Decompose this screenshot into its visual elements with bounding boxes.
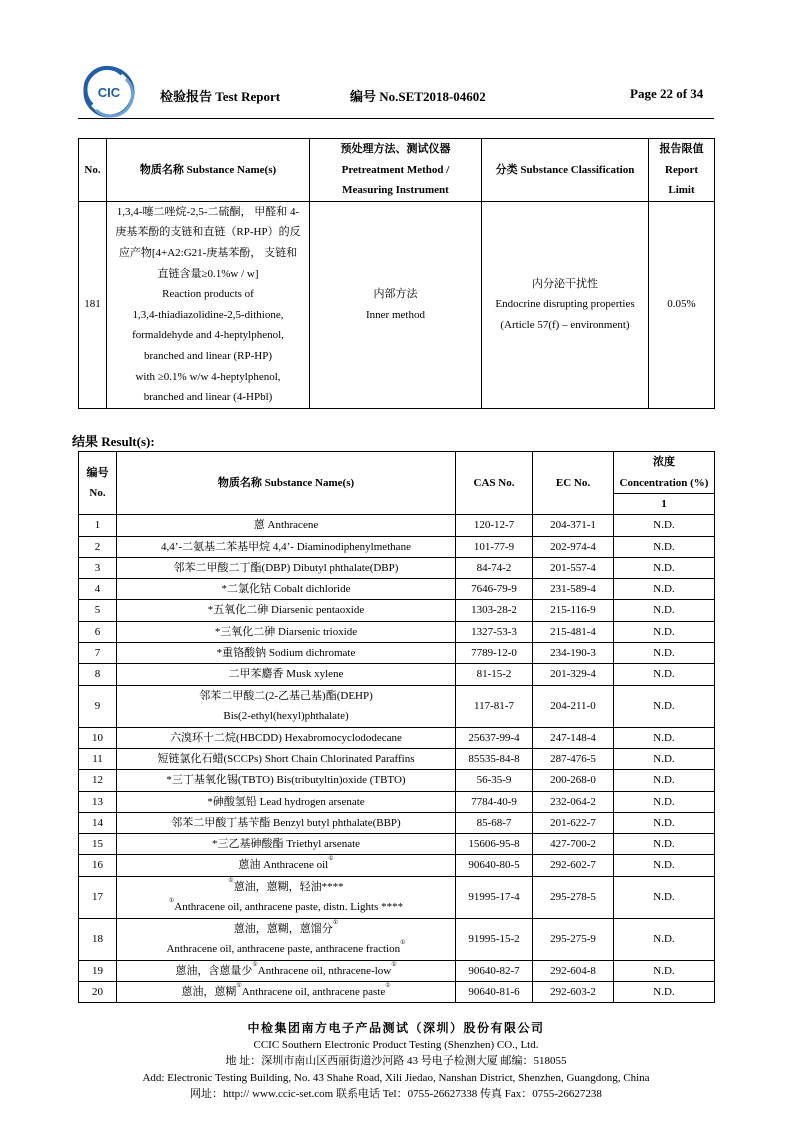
report-title: 检验报告 Test Report — [160, 89, 281, 104]
cell-substance: 邻苯二甲酸二丁酯(DBP) Dibutyl phthalate(DBP) — [117, 557, 456, 578]
results-table — [78, 451, 715, 1003]
cell-cas: 85535-84-8 — [456, 748, 533, 769]
cell-no: 7 — [79, 643, 117, 664]
cell-result: N.D. — [614, 748, 715, 769]
cell-substance: 六溴环十二烷(HBCDD) Hexabromocyclododecane — [117, 727, 456, 748]
cell-ec: 292-604-8 — [533, 960, 614, 981]
table-row — [79, 664, 715, 685]
cell-ec: 201-557-4 — [533, 557, 614, 578]
cell-cas: 90640-82-7 — [456, 960, 533, 981]
cell-result: N.D. — [614, 982, 715, 1003]
cell-substance: 二甲苯麝香 Musk xylene — [117, 664, 456, 685]
cell-substance: *三丁基氧化锡(TBTO) Bis(tributyltin)oxide (TBTO) — [117, 770, 456, 791]
cell-no: 12 — [79, 770, 117, 791]
cell-result: N.D. — [614, 515, 715, 536]
table-row — [79, 515, 715, 536]
footer-company-en: CCIC Southern Electronic Product Testing (Shenzhen) CO., Ltd. — [253, 1038, 539, 1051]
cell-no: 20 — [79, 982, 117, 1003]
footer-address-en: Add: Electronic Testing Building, No. 43 Shahe Road, Xili Jiedao, Nanshan District, Shenzhen, Guangdong, China — [142, 1071, 650, 1084]
cell-ec: 204-211-0 — [533, 685, 614, 727]
cell-ec: 204-371-1 — [533, 515, 614, 536]
col-header-substance: 物质名称 Substance Name(s) — [117, 452, 456, 515]
cell-ec: 247-148-4 — [533, 727, 614, 748]
cell-result: N.D. — [614, 791, 715, 812]
cell-no: 15 — [79, 834, 117, 855]
table-header-row — [79, 139, 715, 202]
footer-company-cn: 中检集团南方电子产品测试（深圳）股份有限公司 — [247, 1021, 545, 1035]
cell-no: 5 — [79, 600, 117, 621]
cell-no: 4 — [79, 579, 117, 600]
cell-ec: 427-700-2 — [533, 834, 614, 855]
cell-ec: 215-481-4 — [533, 621, 614, 642]
table-row — [79, 876, 715, 918]
cell-substance: 4,4’-二氨基二苯基甲烷 4,4’- Diaminodiphenylmethane — [117, 536, 456, 557]
cell-result: N.D. — [614, 855, 715, 876]
cell-cas: 91995-15-2 — [456, 918, 533, 960]
cell-cas: 84-74-2 — [456, 557, 533, 578]
cell-no: 13 — [79, 791, 117, 812]
cell-cas: 7646-79-9 — [456, 579, 533, 600]
table-row — [79, 621, 715, 642]
cell-cas: 1303-28-2 — [456, 600, 533, 621]
cell-substance: *二氯化钴 Cobalt dichloride — [117, 579, 456, 600]
table-row — [79, 982, 715, 1003]
cell-ec: 200-268-0 — [533, 770, 614, 791]
col-header-ec: EC No. — [533, 452, 614, 515]
cell-substance: 蒽油，含蒽量少①Anthracene oil, nthracene-low① — [117, 960, 456, 981]
cell-cas: 81-15-2 — [456, 664, 533, 685]
cell-no: 8 — [79, 664, 117, 685]
cell-result: N.D. — [614, 770, 715, 791]
table-row — [79, 770, 715, 791]
row-method: 内部方法 Inner method — [310, 201, 482, 408]
table-row — [79, 579, 715, 600]
col-header-no: 编号 No. — [79, 452, 117, 515]
cell-no: 3 — [79, 557, 117, 578]
cell-ec: 201-622-7 — [533, 812, 614, 833]
cell-substance: *五氧化二砷 Diarsenic pentaoxide — [117, 600, 456, 621]
cell-no: 16 — [79, 855, 117, 876]
cell-ec: 202-974-4 — [533, 536, 614, 557]
cell-substance: ①蒽油，蒽糊，轻油**** ①Anthracene oil, anthracene paste, distn. Lights **** — [117, 876, 456, 918]
report-number: 编号 No.SET2018-04602 — [350, 89, 486, 104]
page-number: Page 22 of 34 — [630, 86, 704, 101]
cell-substance: 邻苯二甲酸二(2-乙基己基)酯(DEHP) Bis(2-ethyl(hexyl)phthalate) — [117, 685, 456, 727]
col-header-classification: 分类 Substance Classification — [482, 139, 649, 202]
cell-no: 10 — [79, 727, 117, 748]
cell-cas: 1327-53-3 — [456, 621, 533, 642]
table-row — [79, 834, 715, 855]
row-no: 181 — [79, 201, 107, 408]
cell-cas: 91995-17-4 — [456, 876, 533, 918]
cell-ec: 295-278-5 — [533, 876, 614, 918]
cell-ec: 231-589-4 — [533, 579, 614, 600]
cell-substance: 短链氯化石蜡(SCCPs) Short Chain Chlorinated Paraffins — [117, 748, 456, 769]
row-limit: 0.05% — [649, 201, 715, 408]
cell-result: N.D. — [614, 643, 715, 664]
cell-result: N.D. — [614, 664, 715, 685]
cell-no: 19 — [79, 960, 117, 981]
cell-cas: 15606-95-8 — [456, 834, 533, 855]
cell-substance: *重铬酸钠 Sodium dichromate — [117, 643, 456, 664]
cell-substance: *三乙基砷酸酯 Triethyl arsenate — [117, 834, 456, 855]
cell-ec: 292-603-2 — [533, 982, 614, 1003]
cell-cas: 56-35-9 — [456, 770, 533, 791]
table-row — [79, 643, 715, 664]
cell-substance: 蒽油 Anthracene oil① — [117, 855, 456, 876]
table-row — [79, 812, 715, 833]
table-row — [79, 685, 715, 727]
cell-result: N.D. — [614, 536, 715, 557]
table-header-row — [79, 452, 715, 494]
col-header-method: 预处理方法、测试仪器 Pretreatment Method / Measuring Instrument — [310, 139, 482, 202]
cell-no: 2 — [79, 536, 117, 557]
cell-substance: 邻苯二甲酸丁基苄酯 Benzyl butyl phthalate(BBP) — [117, 812, 456, 833]
cell-substance: 蒽油，蒽糊，蒽馏分① Anthracene oil, anthracene paste, anthracene fraction① — [117, 918, 456, 960]
cell-ec: 215-116-9 — [533, 600, 614, 621]
table-row — [79, 918, 715, 960]
table-row — [79, 748, 715, 769]
cell-result: N.D. — [614, 960, 715, 981]
col-header-cas: CAS No. — [456, 452, 533, 515]
table-row — [79, 600, 715, 621]
cell-ec: 295-275-9 — [533, 918, 614, 960]
cell-no: 18 — [79, 918, 117, 960]
table-row — [79, 727, 715, 748]
cell-substance: 蒽油，蒽糊①Anthracene oil, anthracene paste① — [117, 982, 456, 1003]
cell-no: 6 — [79, 621, 117, 642]
cell-result: N.D. — [614, 918, 715, 960]
footer-contact: 网址：http:// www.ccic-set.com 联系电话 Tel：0755-26627338 传真 Fax：0755-26627238 — [190, 1088, 602, 1100]
cell-result: N.D. — [614, 621, 715, 642]
cell-cas: 90640-81-6 — [456, 982, 533, 1003]
header-divider — [78, 118, 714, 119]
footer-address-cn: 地 址：深圳市南山区西丽街道沙河路 43 号电子检测大厦 邮编：518055 — [225, 1055, 567, 1067]
cell-cas: 7789-12-0 — [456, 643, 533, 664]
table-row — [79, 536, 715, 557]
ccic-logo — [82, 65, 136, 119]
cell-no: 14 — [79, 812, 117, 833]
col-header-substance: 物质名称 Substance Name(s) — [107, 139, 310, 202]
table-row — [79, 855, 715, 876]
cell-ec: 292-602-7 — [533, 855, 614, 876]
col-header-concentration: 浓度 Concentration (%) — [614, 452, 715, 494]
cell-ec: 201-329-4 — [533, 664, 614, 685]
cell-cas: 101-77-9 — [456, 536, 533, 557]
svg-text:CIC: CIC — [97, 85, 121, 100]
cell-ec: 287-476-5 — [533, 748, 614, 769]
cell-result: N.D. — [614, 600, 715, 621]
table-row — [79, 960, 715, 981]
results-heading: 结果 Result(s): — [72, 434, 155, 449]
cell-no: 11 — [79, 748, 117, 769]
cell-cas: 25637-99-4 — [456, 727, 533, 748]
cell-result: N.D. — [614, 727, 715, 748]
cell-cas: 7784-40-9 — [456, 791, 533, 812]
row-substance: 1,3,4-噻二唑烷-2,5-二硫酮， 甲醛和 4- 庚基苯酚的支链和直链（RP-HP）的反 应产物[4+A2:G21-庚基苯酚， 支链和 直链含量≥0.1%w / w] Reaction products of 1,3,4-thiadiazolidine-2,5-dithione, formaldehyde and 4-heptylphenol, branched and linear (RP-HP) with ≥0.1% w/w 4-heptylphenol, branched and linear (4-HPbl) — [107, 201, 310, 408]
cell-cas: 90640-80-5 — [456, 855, 533, 876]
cell-substance: *三氧化二砷 Diarsenic trioxide — [117, 621, 456, 642]
row-classification: 内分泌干扰性 Endocrine disrupting properties (Article 57(f) – environment) — [482, 201, 649, 408]
cell-result: N.D. — [614, 812, 715, 833]
cell-no: 17 — [79, 876, 117, 918]
substance-info-table — [78, 138, 715, 409]
cell-result: N.D. — [614, 685, 715, 727]
table-row — [79, 557, 715, 578]
cell-no: 1 — [79, 515, 117, 536]
cell-result: N.D. — [614, 557, 715, 578]
page-footer — [78, 1020, 714, 1103]
cell-result: N.D. — [614, 834, 715, 855]
cell-ec: 232-064-2 — [533, 791, 614, 812]
table-row — [79, 201, 715, 408]
cell-substance: *砷酸氢铅 Lead hydrogen arsenate — [117, 791, 456, 812]
col-header-no: No. — [79, 139, 107, 202]
cell-cas: 117-81-7 — [456, 685, 533, 727]
cell-result: N.D. — [614, 876, 715, 918]
cell-substance: 蒽 Anthracene — [117, 515, 456, 536]
cell-no: 9 — [79, 685, 117, 727]
col-header-sample: 1 — [614, 494, 715, 515]
cell-ec: 234-190-3 — [533, 643, 614, 664]
table-row — [79, 791, 715, 812]
cell-cas: 85-68-7 — [456, 812, 533, 833]
cell-cas: 120-12-7 — [456, 515, 533, 536]
col-header-limit: 报告限值 Report Limit — [649, 139, 715, 202]
cell-result: N.D. — [614, 579, 715, 600]
